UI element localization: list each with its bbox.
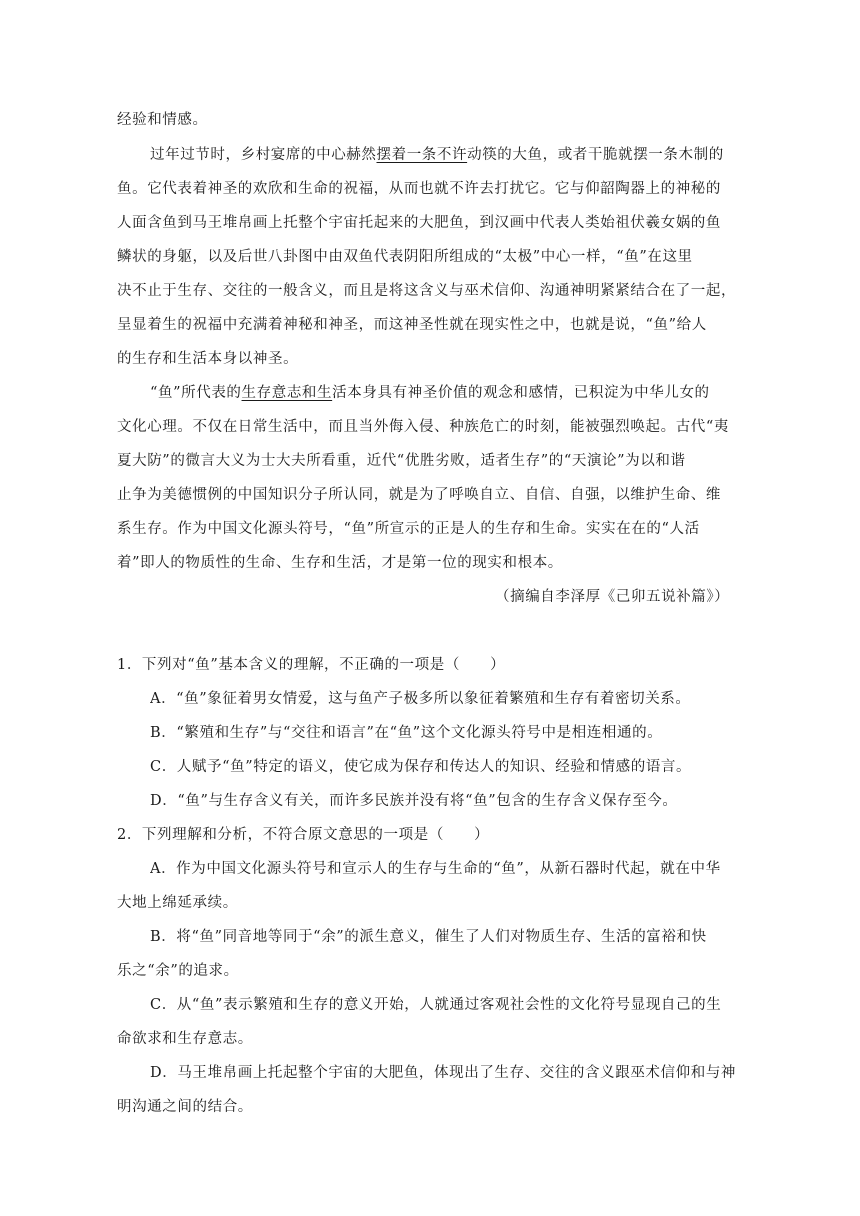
question-2-option-a-cont: 大地上绵延承续。 (117, 895, 238, 911)
passage-text: 活本身具有神圣价值的观念和感情，已积淀为中华儿女的 (332, 385, 710, 401)
question-2-option-c-cont: 命欲求和生存意志。 (117, 1031, 253, 1047)
question-1-option-b: B．“繁殖和生存”与“交往和语言”在“鱼”这个文化源头符号中是相连相通的。 (150, 725, 663, 741)
passage-line: 呈显着生的祝福中充满着神秘和神圣，而这神圣性就在现实性之中，也就是说，“鱼”给人 (117, 317, 707, 333)
question-2-option-a: A．作为中国文化源头符号和宣示人的生存与生命的“鱼”，从新石器时代起，就在中华 (150, 861, 721, 877)
question-2-stem: 2．下列理解和分析，不符合原文意思的一项是（ ） (117, 827, 490, 843)
passage-text: 过年过节时，乡村宴席的中心赫然 (150, 147, 377, 163)
question-1-stem: 1．下列对“鱼”基本含义的理解，不正确的一项是（ ） (117, 657, 506, 673)
passage-text: 动筷的大鱼，或者干脆就摆一条木制的 (467, 147, 724, 163)
passage-line: 鳞状的身躯，以及后世八卦图中由双鱼代表阴阳所组成的“太极”中心一样，“鱼”在这里 (117, 249, 693, 265)
passage-line: 鱼。它代表着神圣的欢欣和生命的祝福，从而也就不许去打扰它。它与仰韶陶器上的神秘的 (117, 181, 721, 197)
question-2-option-d-cont: 明沟通之间的结合。 (117, 1099, 253, 1115)
passage-line: 着”即人的物质性的生命、生存和生活，才是第一位的现实和根本。 (117, 555, 563, 571)
question-2-option-d: D．马王堆帛画上托起整个宇宙的大肥鱼，体现出了生存、交往的含义跟巫术信仰和与神 (150, 1065, 737, 1081)
passage-line: 止争为美德惯例的中国知识分子所认同，就是为了呼唤自立、自信、自强，以维护生命、维 (117, 487, 721, 503)
question-2-option-c: C．从“鱼”表示繁殖和生存的意义开始，人就通过客观社会性的文化符号显现自己的生 (150, 997, 722, 1013)
underlined-text: 摆着一条不许 (376, 147, 468, 163)
passage-line (150, 383, 742, 403)
question-1-option-d: D．“鱼”与生存含义有关，而许多民族并没有将“鱼”包含的生存含义保存至今。 (150, 793, 678, 809)
passage-line: 的生存和生活本身以神圣。 (117, 351, 299, 367)
passage-line: 经验和情感。 (117, 112, 208, 128)
passage-line: 文化心理。不仅在日常生活中，而且当外侮入侵、种族危亡的时刻，能被强烈唤起。古代“夷 (117, 419, 730, 435)
passage-line: 夏大防”的微言大义为士大夫所看重，近代“优胜劣败，适者生存”的“天演论”为以和谐 (117, 453, 686, 469)
underlined-text: 生存意志和生 (241, 385, 333, 401)
passage-line: 决不止于生存、交往的一般含义，而且是将这含义与巫术信仰、沟通神明紧紧结合在了一起， (117, 283, 737, 299)
question-1-option-a: A．“鱼”象征着男女情爱，这与鱼产子极多所以象征着繁殖和生存有着密切关系。 (150, 691, 691, 707)
question-2-option-b-cont: 乐之“余”的追求。 (117, 963, 239, 979)
passage-line: 系生存。作为中国文化源头符号，“鱼”所宣示的正是人的生存和生命。实实在在的“人活 (117, 521, 700, 537)
source-citation: （摘编自李泽厚《己卯五说补篇》） (495, 589, 730, 605)
passage-text: “鱼”所代表的 (150, 385, 242, 401)
question-2-option-b: B．将“鱼”同音地等同于“余”的派生意义，催生了人们对物质生存、生活的富裕和快 (150, 929, 707, 945)
passage-line (150, 145, 742, 165)
passage-line: 人面含鱼到马王堆帛画上托整个宇宙托起来的大肥鱼，到汉画中代表人类始祖伏羲女娲的鱼 (117, 215, 721, 231)
question-1-option-c: C．人赋予“鱼”特定的语义，使它成为保存和传达人的知识、经验和情感的语言。 (150, 759, 692, 775)
